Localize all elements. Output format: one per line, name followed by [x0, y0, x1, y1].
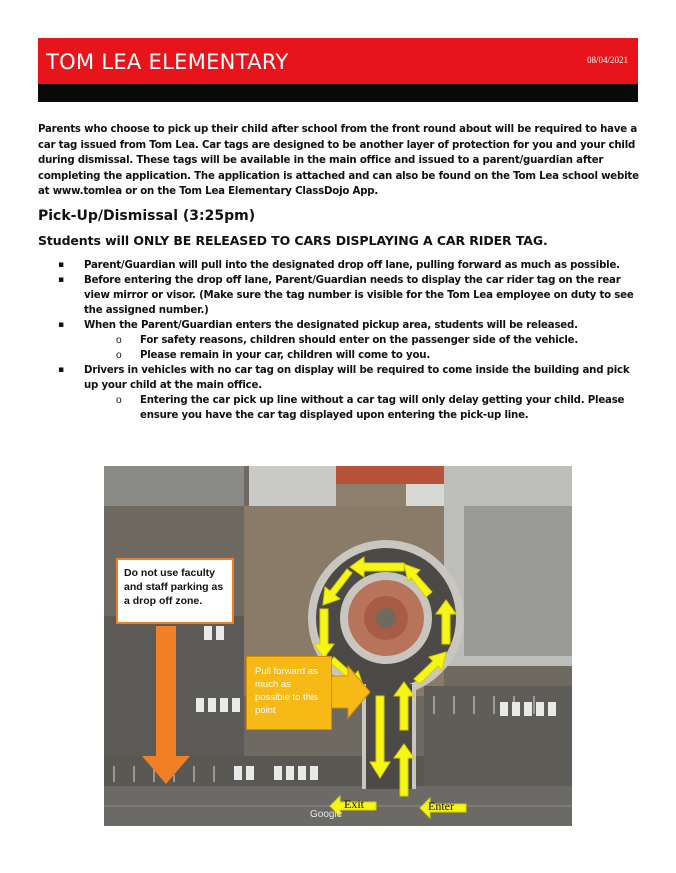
- bullet-icon: ▪: [58, 319, 64, 330]
- header-underline-bar: [38, 84, 638, 102]
- aerial-map-drawing: [104, 466, 572, 826]
- sub-bullet-icon: o: [116, 334, 122, 346]
- school-title: TOM LEA ELEMENTARY: [46, 50, 289, 74]
- no-parking-callout: Do not use faculty and staff parking as a drop off zone.: [116, 558, 234, 624]
- sub-list-item: [106, 348, 640, 363]
- section-subtitle: Students will ONLY BE RELEASED TO CARS DISPLAYING A CAR RIDER TAG.: [38, 232, 548, 248]
- pull-forward-callout: Pull forward as much as possible to this point: [246, 656, 332, 730]
- list-item: [38, 363, 640, 423]
- list-item-text: Parent/Guardian will pull into the designated drop off lane, pulling forward as much as possible.: [84, 259, 620, 271]
- bullet-icon: ▪: [58, 274, 64, 285]
- map-watermark: Google: [310, 809, 343, 820]
- sub-list-item: [106, 393, 640, 423]
- list-item-text: When the Parent/Guardian enters the designated pickup area, students will be released.: [84, 319, 578, 331]
- rules-list: [38, 258, 640, 423]
- enter-label: Enter: [428, 799, 454, 813]
- sub-bullet-icon: o: [116, 394, 122, 406]
- sub-list-item-text: Entering the car pick up line without a car tag will only delay getting your child. Please ensure you have the car tag displayed upon entering the pick-up line.: [140, 394, 625, 421]
- intro-paragraph: Parents who choose to pick up their child after school from the front round about will be required to have a car tag issued from Tom Lea. Car tags are designed to be another layer of protection for you and your child during dismissal. These tags will be available in the main office and issued to a parent/guardian after completing the application. The application is attached and can also be found on the Tom Lea school webite at www.tomlea or on the Tom Lea Elementary ClassDojo App.: [38, 124, 639, 197]
- section-title: Pick-Up/Dismissal (3:25pm): [38, 207, 256, 224]
- header-date: 08/04/2021: [586, 55, 628, 65]
- bullet-icon: ▪: [58, 364, 64, 375]
- list-item: [38, 258, 640, 273]
- list-item-text: Drivers in vehicles with no car tag on display will be required to come inside the building and pick up your child at the main office.: [84, 364, 630, 391]
- list-item: [38, 273, 640, 318]
- sub-bullet-icon: o: [116, 349, 122, 361]
- sub-list-item-text: Please remain in your car, children will come to you.: [140, 349, 431, 361]
- header-bar: [38, 38, 638, 84]
- sub-list-item-text: For safety reasons, children should enter on the passenger side of the vehicle.: [140, 334, 579, 346]
- sub-list: [84, 333, 640, 363]
- list-item: [38, 318, 640, 363]
- sub-list-item: [106, 333, 640, 348]
- exit-label: Exit: [344, 797, 364, 811]
- document-body: [38, 122, 640, 423]
- sub-list: [84, 393, 640, 423]
- list-item-text: Before entering the drop off lane, Parent/Guardian needs to display the car rider tag on the rear view mirror or visor. (Make sure the tag number is visible for the Tom Lea employee on duty to see the assigned number.): [84, 274, 634, 316]
- bullet-icon: ▪: [58, 259, 64, 270]
- pickup-map: [104, 466, 572, 826]
